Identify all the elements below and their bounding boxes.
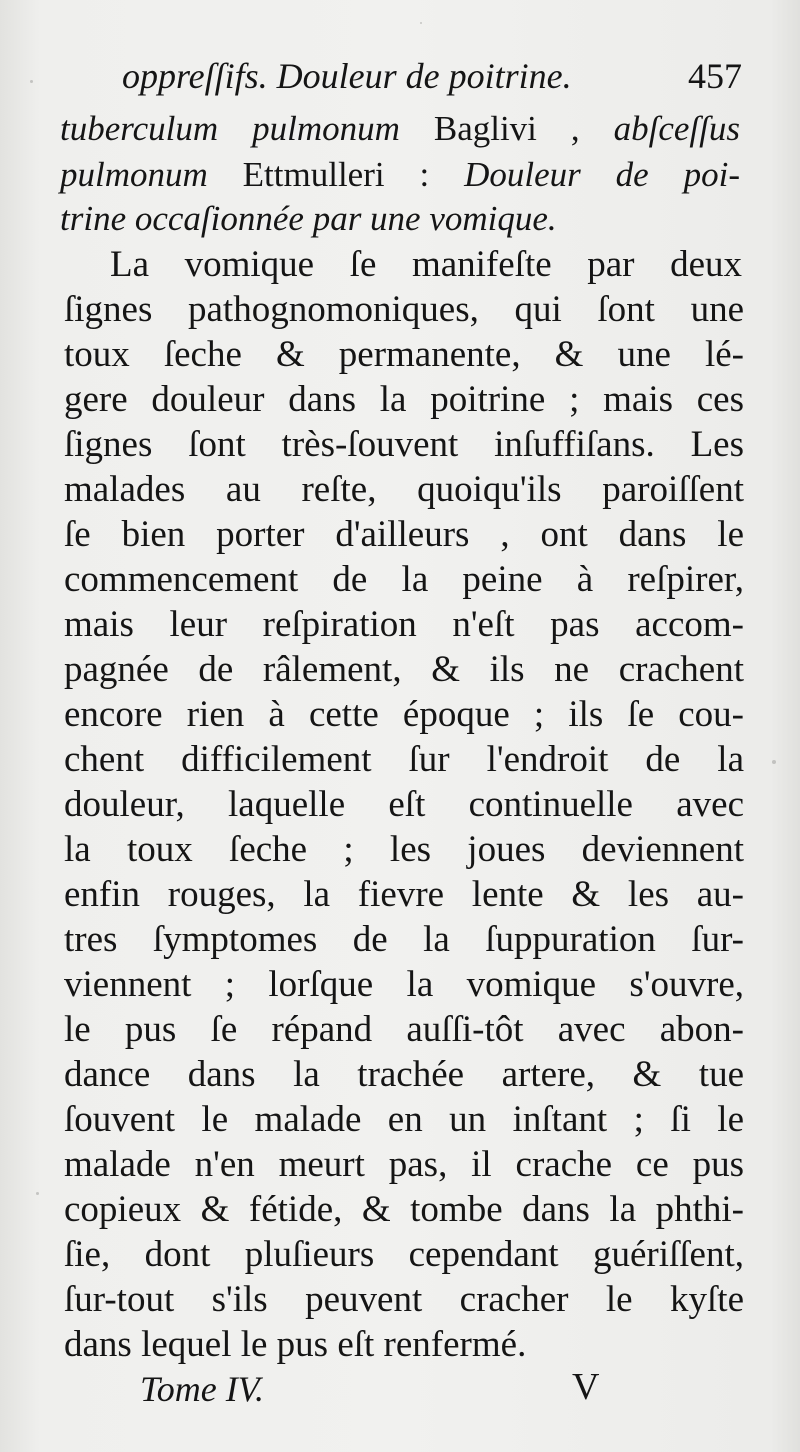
paragraph-line: encore rien à cette époque ; ils ſe cou- — [64, 694, 744, 735]
paragraph-line: ſie, dont pluſieurs cependant guériſſent, — [64, 1234, 744, 1275]
paragraph-line: gere douleur dans la poitrine ; mais ces — [64, 379, 744, 420]
heading-line-1-italic-a: tuberculum pulmonum — [60, 109, 400, 148]
paragraph-line: toux ſeche & permanente, & une lé- — [64, 334, 744, 375]
paragraph-line: ſouvent le malade en un inſtant ; ſi le — [64, 1099, 744, 1140]
paragraph-line: malade n'en meurt pas, il crache ce pus — [64, 1144, 744, 1185]
paragraph-line: chent difficilement ſur l'endroit de la — [64, 739, 744, 780]
paragraph-line: malades au reſte, quoiqu'ils paroiſſent — [64, 469, 744, 510]
paragraph-line: la toux ſeche ; les joues deviennent — [64, 829, 744, 870]
paragraph-line: ſur-tout s'ils peuvent cracher le kyſte — [64, 1279, 744, 1320]
paragraph-line: ſignes pathognomoniques, qui ſont une — [64, 289, 744, 330]
heading-line-2-italic-a: pulmonum — [60, 155, 208, 194]
paragraph-line: commencement de la peine à reſpirer, — [64, 559, 744, 600]
heading-line-2-roman: Ettmulleri : — [207, 155, 465, 194]
paragraph-line: La vomique ſe manifeſte par deux — [110, 244, 742, 285]
paragraph-line: le pus ſe répand auſſi-tôt avec abon- — [64, 1009, 744, 1050]
paper-speck — [772, 760, 776, 764]
heading-line-3 — [60, 196, 557, 242]
paragraph-line: viennent ; lorſque la vomique s'ouvre, — [64, 964, 744, 1005]
signature-mark: Tome IV. — [140, 1369, 265, 1409]
heading-line-2-italic-b: Douleur de poi- — [464, 155, 740, 194]
paragraph-line: tres ſymptomes de la ſuppuration ſur- — [64, 919, 744, 960]
paper-speck — [420, 22, 422, 24]
paragraph-line: copieux & fétide, & tombe dans la phthi- — [64, 1189, 744, 1230]
paragraph-line: ſignes ſont très-ſouvent inſuffiſans. Les — [64, 424, 744, 465]
paragraph-line: mais leur reſpiration n'eſt pas accom- — [64, 604, 744, 645]
paragraph-line: dans lequel le pus eſt renfermé. — [64, 1324, 527, 1365]
paper-speck — [30, 80, 33, 83]
paper-speck — [36, 1192, 39, 1195]
gathering-mark: V — [572, 1366, 600, 1408]
heading-line-3-italic-a: trine occaſionnée par une vomique. — [60, 199, 557, 238]
paragraph-line: pagnée de râlement, & ils ne crachent — [64, 649, 744, 690]
heading-line-1 — [60, 106, 740, 152]
paragraph-line: ſe bien porter d'ailleurs , ont dans le — [64, 514, 744, 555]
heading-line-1-italic-b: abſceſſus — [613, 109, 740, 148]
running-head — [122, 50, 742, 102]
page-number: 457 — [688, 56, 742, 96]
paragraph-line: enfin rouges, la fievre lente & les au- — [64, 874, 744, 915]
heading-line-2 — [60, 152, 740, 198]
paragraph-line: dance dans la trachée artere, & tue — [64, 1054, 744, 1095]
heading-line-1-roman: Baglivi , — [399, 109, 614, 148]
paragraph-line: douleur, laquelle eſt continuelle avec — [64, 784, 744, 825]
running-head-title: oppreſſifs. Douleur de poitrine. — [122, 56, 572, 96]
